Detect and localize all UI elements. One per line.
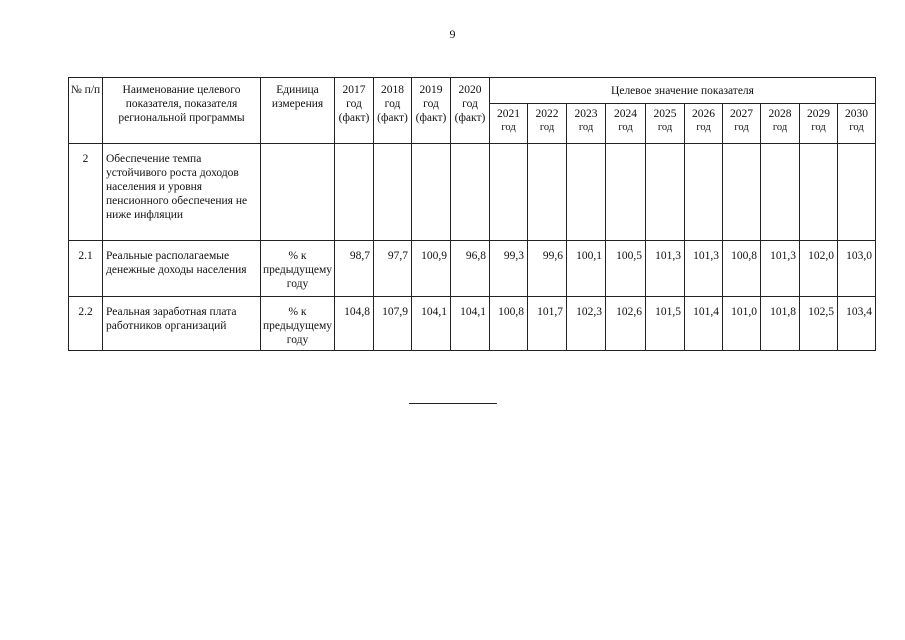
header-target-group: Целевое значение показателя [490,78,876,104]
value-cell: 100,8 [490,297,528,351]
value-cell: 100,9 [412,241,451,297]
value-cell: 102,5 [800,297,838,351]
value-cell [335,144,374,241]
value-cell [646,144,685,241]
header-target-2023: 2023 год [567,104,606,144]
value-cell [412,144,451,241]
header-target-2028: 2028 год [761,104,800,144]
header-fact-2020: 2020 год (факт) [451,78,490,144]
value-cell [606,144,646,241]
value-cell: 100,1 [567,241,606,297]
header-num: № п/п [69,78,103,144]
header-name: Наименование целевого показателя, показателя региональной программы [103,78,261,144]
header-unit: Единица измерения [261,78,335,144]
table-row [69,297,876,351]
value-cell: 100,8 [723,241,761,297]
value-cell: 102,3 [567,297,606,351]
value-cell [685,144,723,241]
table-row [69,241,876,297]
value-cell [838,144,876,241]
closing-rule [409,403,497,404]
header-fact-2018: 2018 год (факт) [374,78,412,144]
row-unit: % к предыдущему году [261,297,335,351]
value-cell: 101,0 [723,297,761,351]
header-target-2029: 2029 год [800,104,838,144]
row-unit: % к предыдущему году [261,241,335,297]
row-unit [261,144,335,241]
header-target-2022: 2022 год [528,104,567,144]
value-cell: 101,3 [646,241,685,297]
value-cell: 101,3 [761,241,800,297]
value-cell: 102,6 [606,297,646,351]
value-cell: 103,0 [838,241,876,297]
value-cell: 104,8 [335,297,374,351]
value-cell: 99,3 [490,241,528,297]
header-fact-2019: 2019 год (факт) [412,78,451,144]
value-cell: 102,0 [800,241,838,297]
value-cell [761,144,800,241]
value-cell: 104,1 [451,297,490,351]
value-cell: 101,4 [685,297,723,351]
value-cell [567,144,606,241]
value-cell: 103,4 [838,297,876,351]
row-name: Обеспечение темпа устойчивого роста доходов населения и уровня пенсионного обеспечения не ниже инфляции [103,144,261,241]
page-number: 9 [449,27,456,41]
value-cell: 101,8 [761,297,800,351]
indicators-table [68,77,876,351]
value-cell [723,144,761,241]
header-fact-2017: 2017 год (факт) [335,78,374,144]
value-cell [800,144,838,241]
value-cell [528,144,567,241]
value-cell: 99,6 [528,241,567,297]
header-target-2027: 2027 год [723,104,761,144]
value-cell: 101,5 [646,297,685,351]
value-cell: 101,3 [685,241,723,297]
table-row [69,144,876,241]
value-cell: 107,9 [374,297,412,351]
row-num: 2.2 [69,297,103,351]
row-num: 2.1 [69,241,103,297]
header-target-2021: 2021 год [490,104,528,144]
value-cell: 98,7 [335,241,374,297]
value-cell [490,144,528,241]
header-target-2026: 2026 год [685,104,723,144]
row-num: 2 [69,144,103,241]
header-target-2024: 2024 год [606,104,646,144]
value-cell [374,144,412,241]
value-cell [451,144,490,241]
value-cell: 101,7 [528,297,567,351]
row-name: Реальные располагаемые денежные доходы населения [103,241,261,297]
value-cell: 100,5 [606,241,646,297]
header-target-2025: 2025 год [646,104,685,144]
header-target-2030: 2030 год [838,104,876,144]
value-cell: 104,1 [412,297,451,351]
value-cell: 97,7 [374,241,412,297]
row-name: Реальная заработная плата работников организаций [103,297,261,351]
value-cell: 96,8 [451,241,490,297]
